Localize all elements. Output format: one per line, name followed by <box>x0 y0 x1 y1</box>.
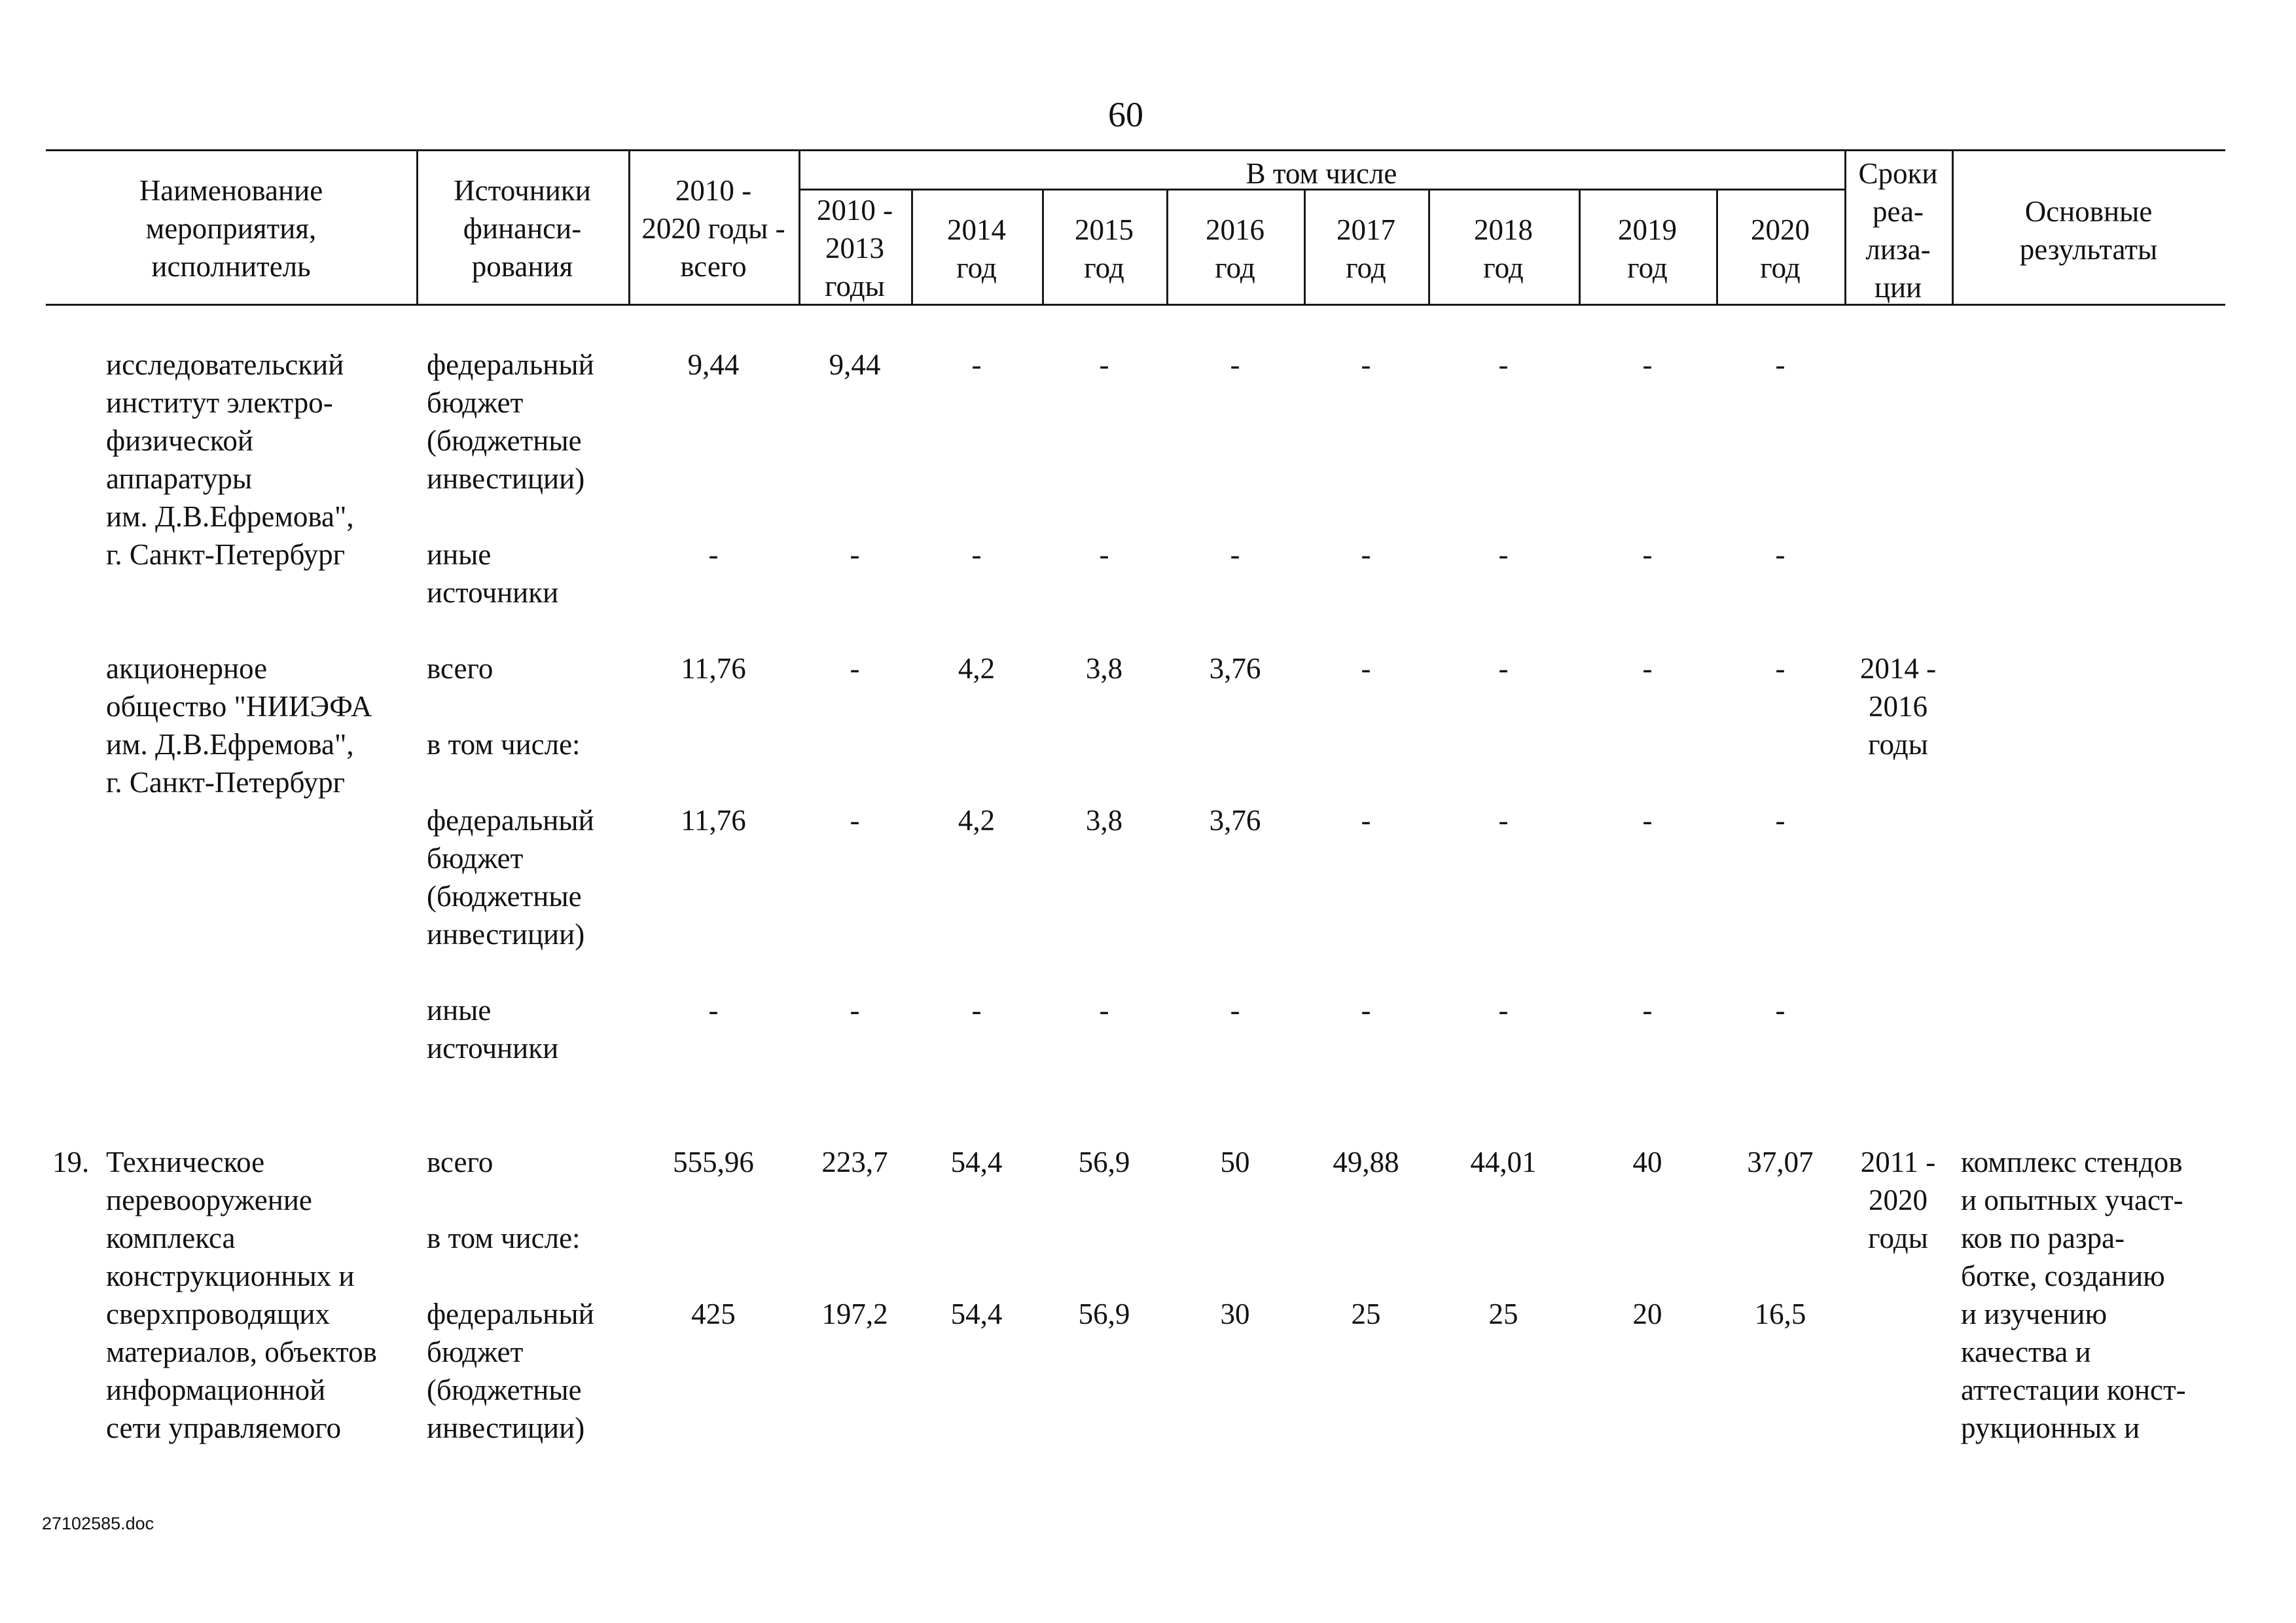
year-cell: - <box>850 652 860 685</box>
header-results: Основные результаты <box>2019 195 2158 266</box>
year-cell: - <box>1361 348 1371 381</box>
year-cell: - <box>1642 994 1653 1027</box>
year-cell: - <box>971 348 982 381</box>
year-cell: - <box>1775 538 1785 571</box>
year-cell: - <box>1099 538 1109 571</box>
year-cell: - <box>1642 348 1653 381</box>
main-results: комплекс стендов и опытных участ- ков по разра- ботке, созданию и изучению качества и аттестации конст- рукционных и <box>1961 1146 2186 1444</box>
year-cell: - <box>1642 652 1653 685</box>
year-cell: - <box>971 538 982 571</box>
header-source: Источники финанси- рования <box>454 174 591 283</box>
page-number: 60 <box>1108 95 1143 134</box>
header-year-2020: 2020 год <box>1751 213 1810 284</box>
funding-source: федеральный бюджет (бюджетные инвестиции) <box>427 1298 594 1444</box>
header-total: 2010 - 2020 годы - всего <box>641 174 785 283</box>
year-cell: 56,9 <box>1078 1146 1130 1178</box>
header-year-2010-2013: 2010 - 2013 годы <box>816 194 893 302</box>
year-cell: 54,4 <box>950 1298 1003 1330</box>
funding-source: всего <box>427 1146 493 1178</box>
header-year-2017: 2017 год <box>1336 213 1395 284</box>
year-cell: - <box>1642 538 1653 571</box>
year-cell: 49,88 <box>1333 1146 1399 1178</box>
year-cell: - <box>850 804 860 837</box>
year-cell: - <box>1230 538 1240 571</box>
year-cell: - <box>1498 538 1509 571</box>
total-cell: 11,76 <box>681 804 746 837</box>
year-cell: - <box>1230 994 1240 1027</box>
year-cell: 50 <box>1220 1146 1250 1178</box>
year-cell: - <box>1642 804 1653 837</box>
total-cell: 555,96 <box>673 1146 754 1178</box>
year-cell: - <box>1498 348 1509 381</box>
footer-filename: 27102585.doc <box>42 1514 154 1533</box>
header-terms: Сроки реа- лиза- ции <box>1858 157 1938 304</box>
year-cell: - <box>1361 538 1371 571</box>
year-cell: - <box>971 994 982 1027</box>
year-cell: 223,7 <box>821 1146 888 1178</box>
year-cell: - <box>1361 652 1371 685</box>
year-cell: - <box>1775 804 1785 837</box>
header-year-2015: 2015 год <box>1075 213 1134 284</box>
year-cell: 3,76 <box>1209 652 1261 685</box>
total-cell: 425 <box>691 1298 736 1330</box>
header-including: В том числе <box>1246 157 1397 190</box>
realization-term: 2011 - 2020 годы <box>1860 1146 1936 1254</box>
year-cell: - <box>850 994 860 1027</box>
funding-source: в том числе: <box>427 728 581 761</box>
year-cell: 30 <box>1220 1298 1250 1330</box>
year-cell: 4,2 <box>958 804 996 837</box>
year-cell: 3,8 <box>1085 652 1123 685</box>
funding-source: федеральный бюджет (бюджетные инвестиции) <box>427 804 594 951</box>
year-cell: 9,44 <box>829 348 881 381</box>
year-cell: 56,9 <box>1078 1298 1130 1330</box>
year-cell: - <box>1099 348 1109 381</box>
year-cell: - <box>1775 652 1785 685</box>
header-name: Наименование мероприятия, исполнитель <box>139 174 323 283</box>
realization-term: 2014 - 2016 годы <box>1859 652 1937 761</box>
header-year-2018: 2018 год <box>1474 213 1533 284</box>
year-cell: - <box>1361 804 1371 837</box>
year-cell: 40 <box>1632 1146 1662 1178</box>
header-year-2019: 2019 год <box>1618 213 1677 284</box>
year-cell: - <box>1230 348 1240 381</box>
year-cell: 3,8 <box>1085 804 1123 837</box>
year-cell: - <box>1498 994 1509 1027</box>
item-number: 19. <box>52 1146 90 1178</box>
total-cell: 9,44 <box>687 348 740 381</box>
year-cell: 25 <box>1488 1298 1518 1330</box>
year-cell: - <box>1099 994 1109 1027</box>
year-cell: 197,2 <box>821 1298 888 1330</box>
year-cell: 16,5 <box>1754 1298 1806 1330</box>
year-cell: 44,01 <box>1470 1146 1537 1178</box>
funding-source: федеральный бюджет (бюджетные инвестиции) <box>427 348 594 495</box>
table-top-rule <box>46 149 2225 151</box>
year-cell: - <box>1498 652 1509 685</box>
total-cell: 11,76 <box>681 652 746 685</box>
executor-name: акционерное общество "НИИЭФА им. Д.В.Ефремова", г. Санкт-Петербург <box>106 652 372 799</box>
total-cell: - <box>708 538 719 571</box>
year-cell: - <box>1361 994 1371 1027</box>
header-year-2016: 2016 год <box>1206 213 1265 284</box>
year-cell: - <box>1775 994 1785 1027</box>
year-cell: - <box>1775 348 1785 381</box>
year-cell: - <box>850 538 860 571</box>
funding-source: иные источники <box>427 538 559 609</box>
item-name: Техническое перевооружение комплекса конструкционных и сверхпроводящих материалов, объектов информационной сети управляемого <box>106 1146 377 1444</box>
funding-source: всего <box>427 652 493 685</box>
header-year-2014: 2014 год <box>947 213 1006 284</box>
funding-source: иные источники <box>427 994 559 1065</box>
year-cell: 25 <box>1351 1298 1381 1330</box>
year-cell: 4,2 <box>958 652 996 685</box>
total-cell: - <box>708 994 719 1027</box>
year-cell: 37,07 <box>1747 1146 1814 1178</box>
year-cell: 3,76 <box>1209 804 1261 837</box>
executor-name: исследовательский институт электро- физической аппаратуры им. Д.В.Ефремова", г. Санкт-Петербург <box>106 348 354 571</box>
funding-source: в том числе: <box>427 1222 581 1254</box>
year-cell: 54,4 <box>950 1146 1003 1178</box>
year-cell: 20 <box>1632 1298 1662 1330</box>
year-cell: - <box>1498 804 1509 837</box>
